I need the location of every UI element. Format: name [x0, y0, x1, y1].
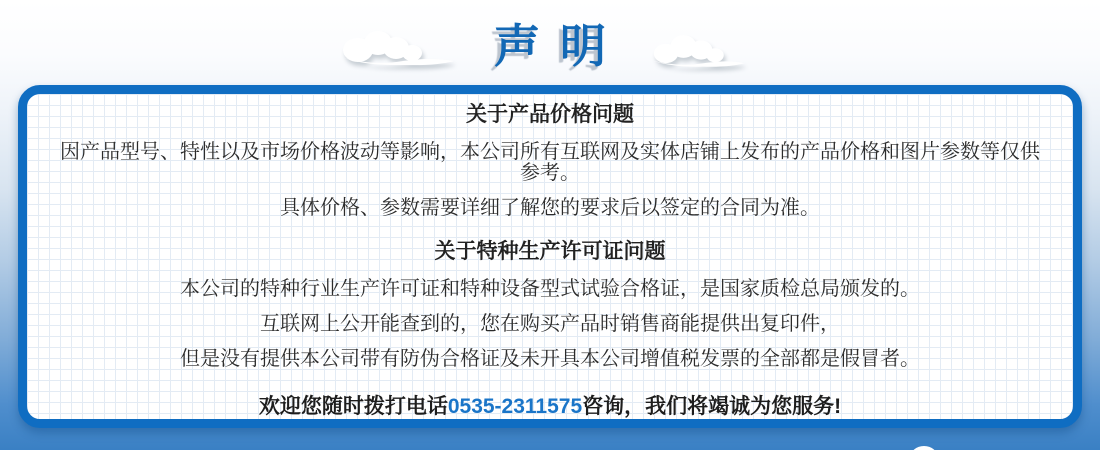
- section-heading-license: 关于特种生产许可证问题: [434, 240, 666, 263]
- statement-card: [18, 85, 1082, 428]
- statement-line: 本公司的特种行业生产许可证和特种设备型式试验合格证，是国家质检总局颁发的。: [180, 278, 920, 300]
- contact-prefix: 欢迎您随时拨打电话: [258, 395, 448, 418]
- statement-line: 因产品型号、特性以及市场价格波动等影响，本公司所有互联网及实体店铺上发布的产品价格和图片参数等仅供参考。: [60, 141, 1040, 184]
- page-title: 声明: [494, 20, 626, 72]
- contact-line: [259, 390, 841, 420]
- statement-line: 具体价格、参数需要详细了解您的要求后以签定的合同为准。: [280, 197, 820, 219]
- cloud-icon: [645, 30, 750, 70]
- section-heading-price: 关于产品价格问题: [466, 103, 634, 126]
- statement-header: [0, 0, 1100, 85]
- statement-line: 互联网上公开能查到的，您在购买产品时销售商能提供出复印件，: [260, 313, 840, 335]
- phone-number: 0535-2311575: [447, 395, 583, 418]
- contact-suffix: 咨询，我们将竭诚为您服务!: [582, 395, 842, 418]
- cloud-icon: [882, 442, 1007, 450]
- statement-line: 但是没有提供本公司带有防伪合格证及未开具本公司增值税发票的全部都是假冒者。: [180, 348, 920, 370]
